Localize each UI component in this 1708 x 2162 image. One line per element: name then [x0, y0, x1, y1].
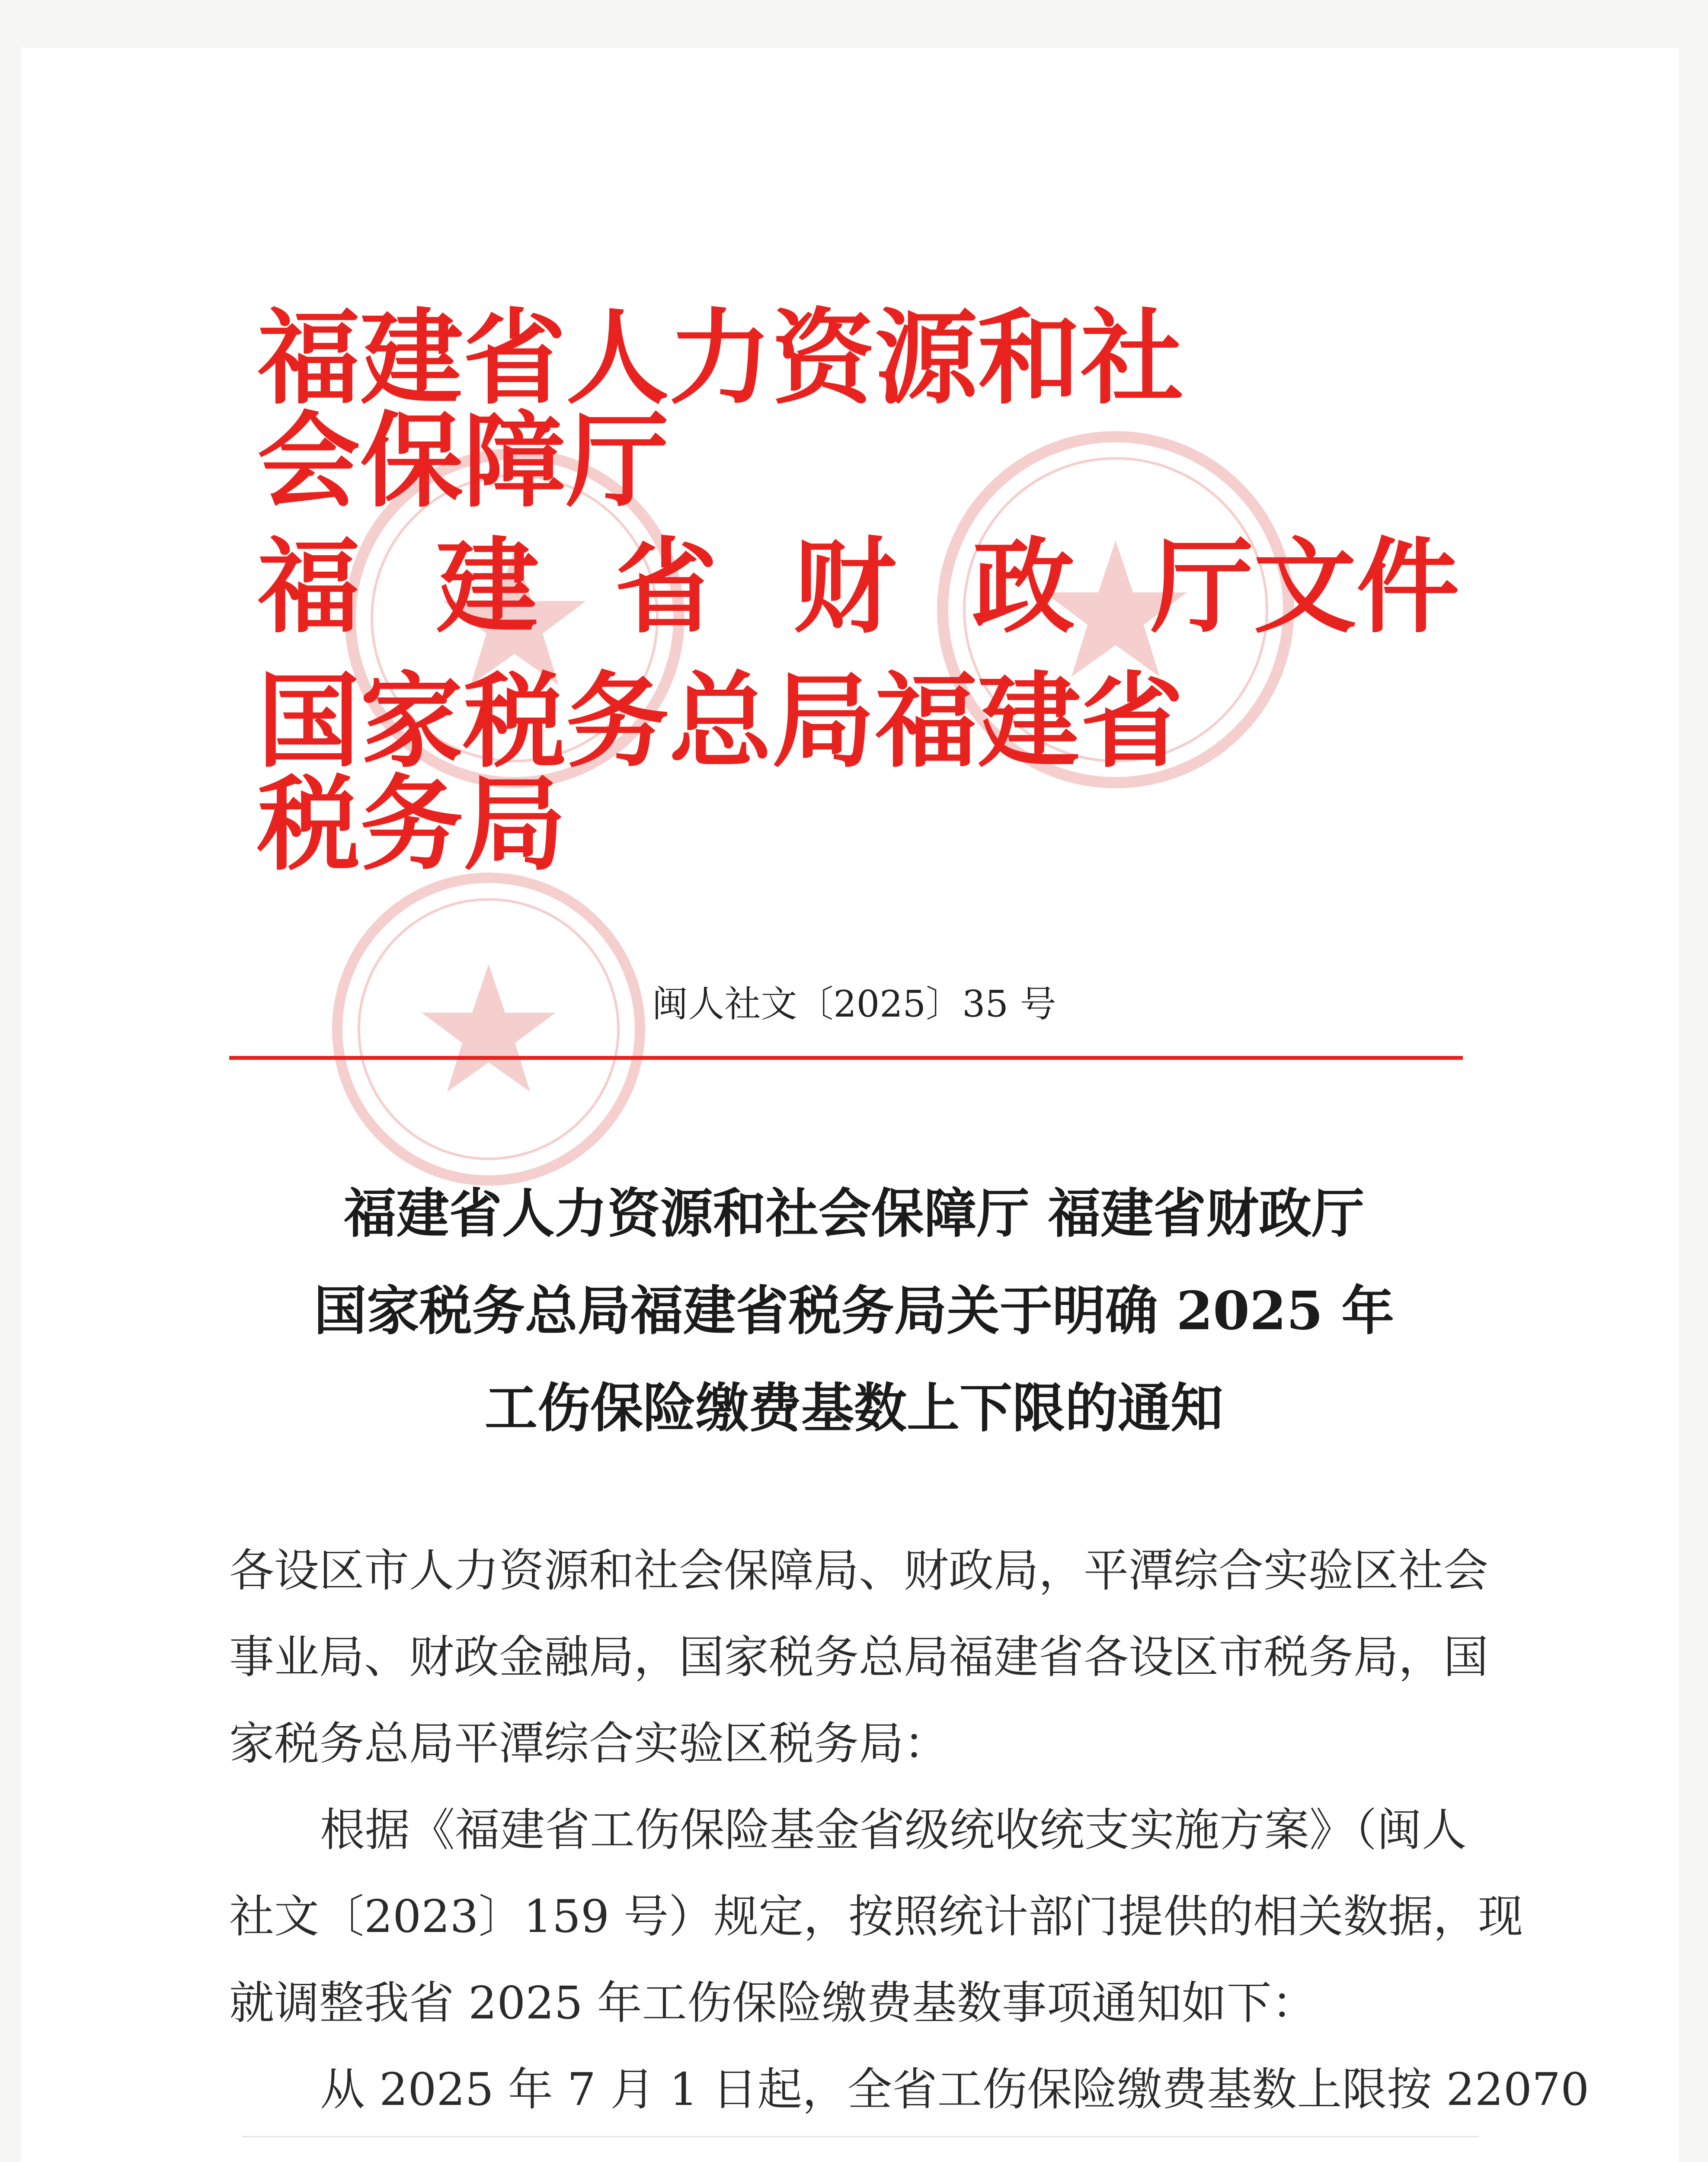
paragraph-1-line-2: 社文〔2023〕159 号）规定，按照统计部门提供的相关数据，现: [229, 1890, 1523, 1943]
header-char: 福: [257, 526, 360, 647]
document-title-line-1: 福建省人力资源和社会保障厅 福建省财政厅: [343, 1182, 1365, 1244]
official-seal-icon: [324, 865, 653, 1193]
paragraph-1-line-1: 根据《福建省工伤保险基金省级统收统支实施方案》（闽人: [320, 1804, 1467, 1856]
paragraph-1-line-3: 就调整我省 2025 年工伤保险缴费基数事项通知如下：: [229, 1977, 1317, 2029]
header-char: 财: [793, 526, 896, 647]
header-line-1: [257, 297, 1265, 521]
document-title-line-2: 国家税务总局福建省税务局关于明确 2025 年: [313, 1279, 1395, 1342]
header-issuer-1: 福建省人力资源和社会保障厅: [257, 297, 1183, 521]
paragraph-2-line-1: 从 2025 年 7 月 1 日起，全省工伤保险缴费基数上限按 22070: [320, 2063, 1590, 2116]
recipients-line-1: 各设区市人力资源和社会保障局、财政局，平潭综合实验区社会: [229, 1544, 1489, 1597]
document-number: 闽人社文〔2025〕35 号: [652, 983, 1056, 1025]
header-char: 政: [972, 526, 1075, 647]
header-char: 厅文件: [1150, 526, 1459, 647]
header-line-2: [257, 526, 1459, 647]
header-issuer-3: 国家税务总局福建省税务局: [257, 661, 1183, 885]
header-char: 建: [436, 526, 539, 647]
header-line-3: [257, 661, 1265, 885]
header-char: 省: [614, 526, 718, 647]
recipients-line-2: 事业局、财政金融局，国家税务总局福建省各设区市税务局，国: [229, 1631, 1489, 1683]
bleed-through-mark: [242, 2136, 1479, 2137]
document-title-line-3: 工伤保险缴费基数上下限的通知: [485, 1377, 1223, 1439]
red-divider: [229, 1056, 1463, 1060]
recipients-line-3: 家税务总局平潭综合实验区税务局：: [229, 1717, 949, 1770]
